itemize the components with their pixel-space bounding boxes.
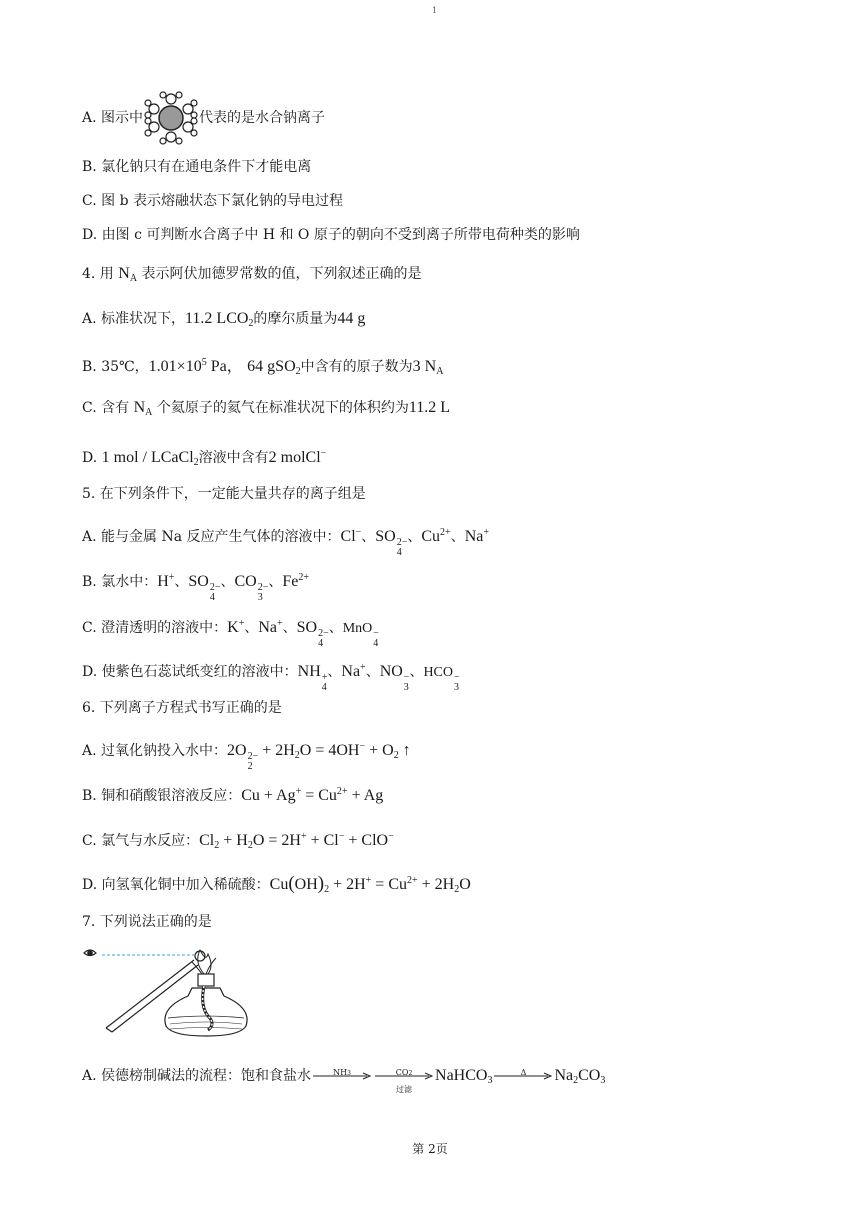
option-4d: D. 1 mol / LCaCl$_2$溶液中含有2 molCl− (82, 448, 327, 468)
option-7a: A. 侯德榜制碱法的流程：饱和食盐水 NH3 CO2 过滤 NaHCO$_3$ Δ $Na_2CO_3$ (82, 1063, 605, 1091)
option-4c: C. 含有 $N_A$ 个氦原子的氦气在标准状况下的体积约为11.2 L (82, 399, 451, 418)
option-6b: B. 铜和硝酸银溶液反应：$Cu + Ag^+ = Cu^{2+} + Ag$ (82, 786, 384, 804)
option-5d: D. 使紫色石蕊试纸变红的溶液中：NH + 4 、Na+、NO − 3 、HCO − 3 (82, 662, 460, 693)
co2-filter-reaction-arrow: CO2 过滤 (375, 1063, 433, 1089)
hydrated-sodium-ion-figure (143, 90, 199, 146)
header-mark: 1 (432, 6, 438, 15)
nh3-reaction-arrow: NH3 (313, 1063, 371, 1089)
option-3d: D. 由图 c 可判断水合离子中 H 和 O 原子的朝向不受到离子所带电荷种类的影响 (82, 227, 580, 243)
eye-icon (84, 950, 96, 956)
question-5: 5. 在下列条件下，一定能大量共存的离子组是 (82, 486, 366, 502)
heat-reaction-arrow: Δ (494, 1063, 552, 1089)
option-6c: C. 氯气与水反应：$Cl_2 + H_2O = 2H^+ + Cl^- + ClO^-$ (82, 831, 394, 851)
option-3b: B. 氯化钠只有在通电条件下才能电离 (82, 159, 312, 175)
option-3c: C. 图 b 表示熔融状态下氯化钠的导电过程 (82, 193, 343, 209)
question-4: 4. 用 $N_A$ 表示阿伏加德罗常数的值，下列叙述正确的是 (82, 265, 422, 284)
option-5a: A. 能与金属 Na 反应产生气体的溶液中：Cl−、SO 2− 4 、$Cu^{2+}$、Na+ (82, 527, 489, 558)
option-5c: C. 澄清透明的溶液中：K+、Na+、SO 2− 4 、MnO − 4 (82, 618, 379, 649)
option-6d: D. 向氢氧化铜中加入稀硫酸：$Cu(OH)_2 + 2H^+ = Cu^{2+} + 2H_2O$ (82, 873, 471, 895)
option-4a: A. 标准状况下，11.2 $LCO_2$的摩尔质量为44 g (82, 310, 366, 329)
option-6a: A. 过氧化钠投入水中：2O 2− 2 + $2H_2O = 4OH^- + O_2$ ↑ (82, 741, 411, 772)
option-3a: A. 图示中 代表的是水合钠离子 (82, 106, 325, 130)
question-7: 7. 下列说法正确的是 (82, 914, 212, 930)
option-4b: B. 35℃，$1.01\times 10^5$ Pa， 64 gSO$_2$中含有的原子数为3 $N_A$ (82, 357, 444, 377)
option-5b: B. 氯水中：H+、SO 2− 4 、CO 2− 3 、$Fe^{2+}$ (82, 572, 310, 603)
page-footer: 第 2页 (412, 1142, 448, 1156)
question-6: 6. 下列离子方程式书写正确的是 (82, 700, 282, 716)
alcohol-lamp-figure (82, 944, 262, 1044)
